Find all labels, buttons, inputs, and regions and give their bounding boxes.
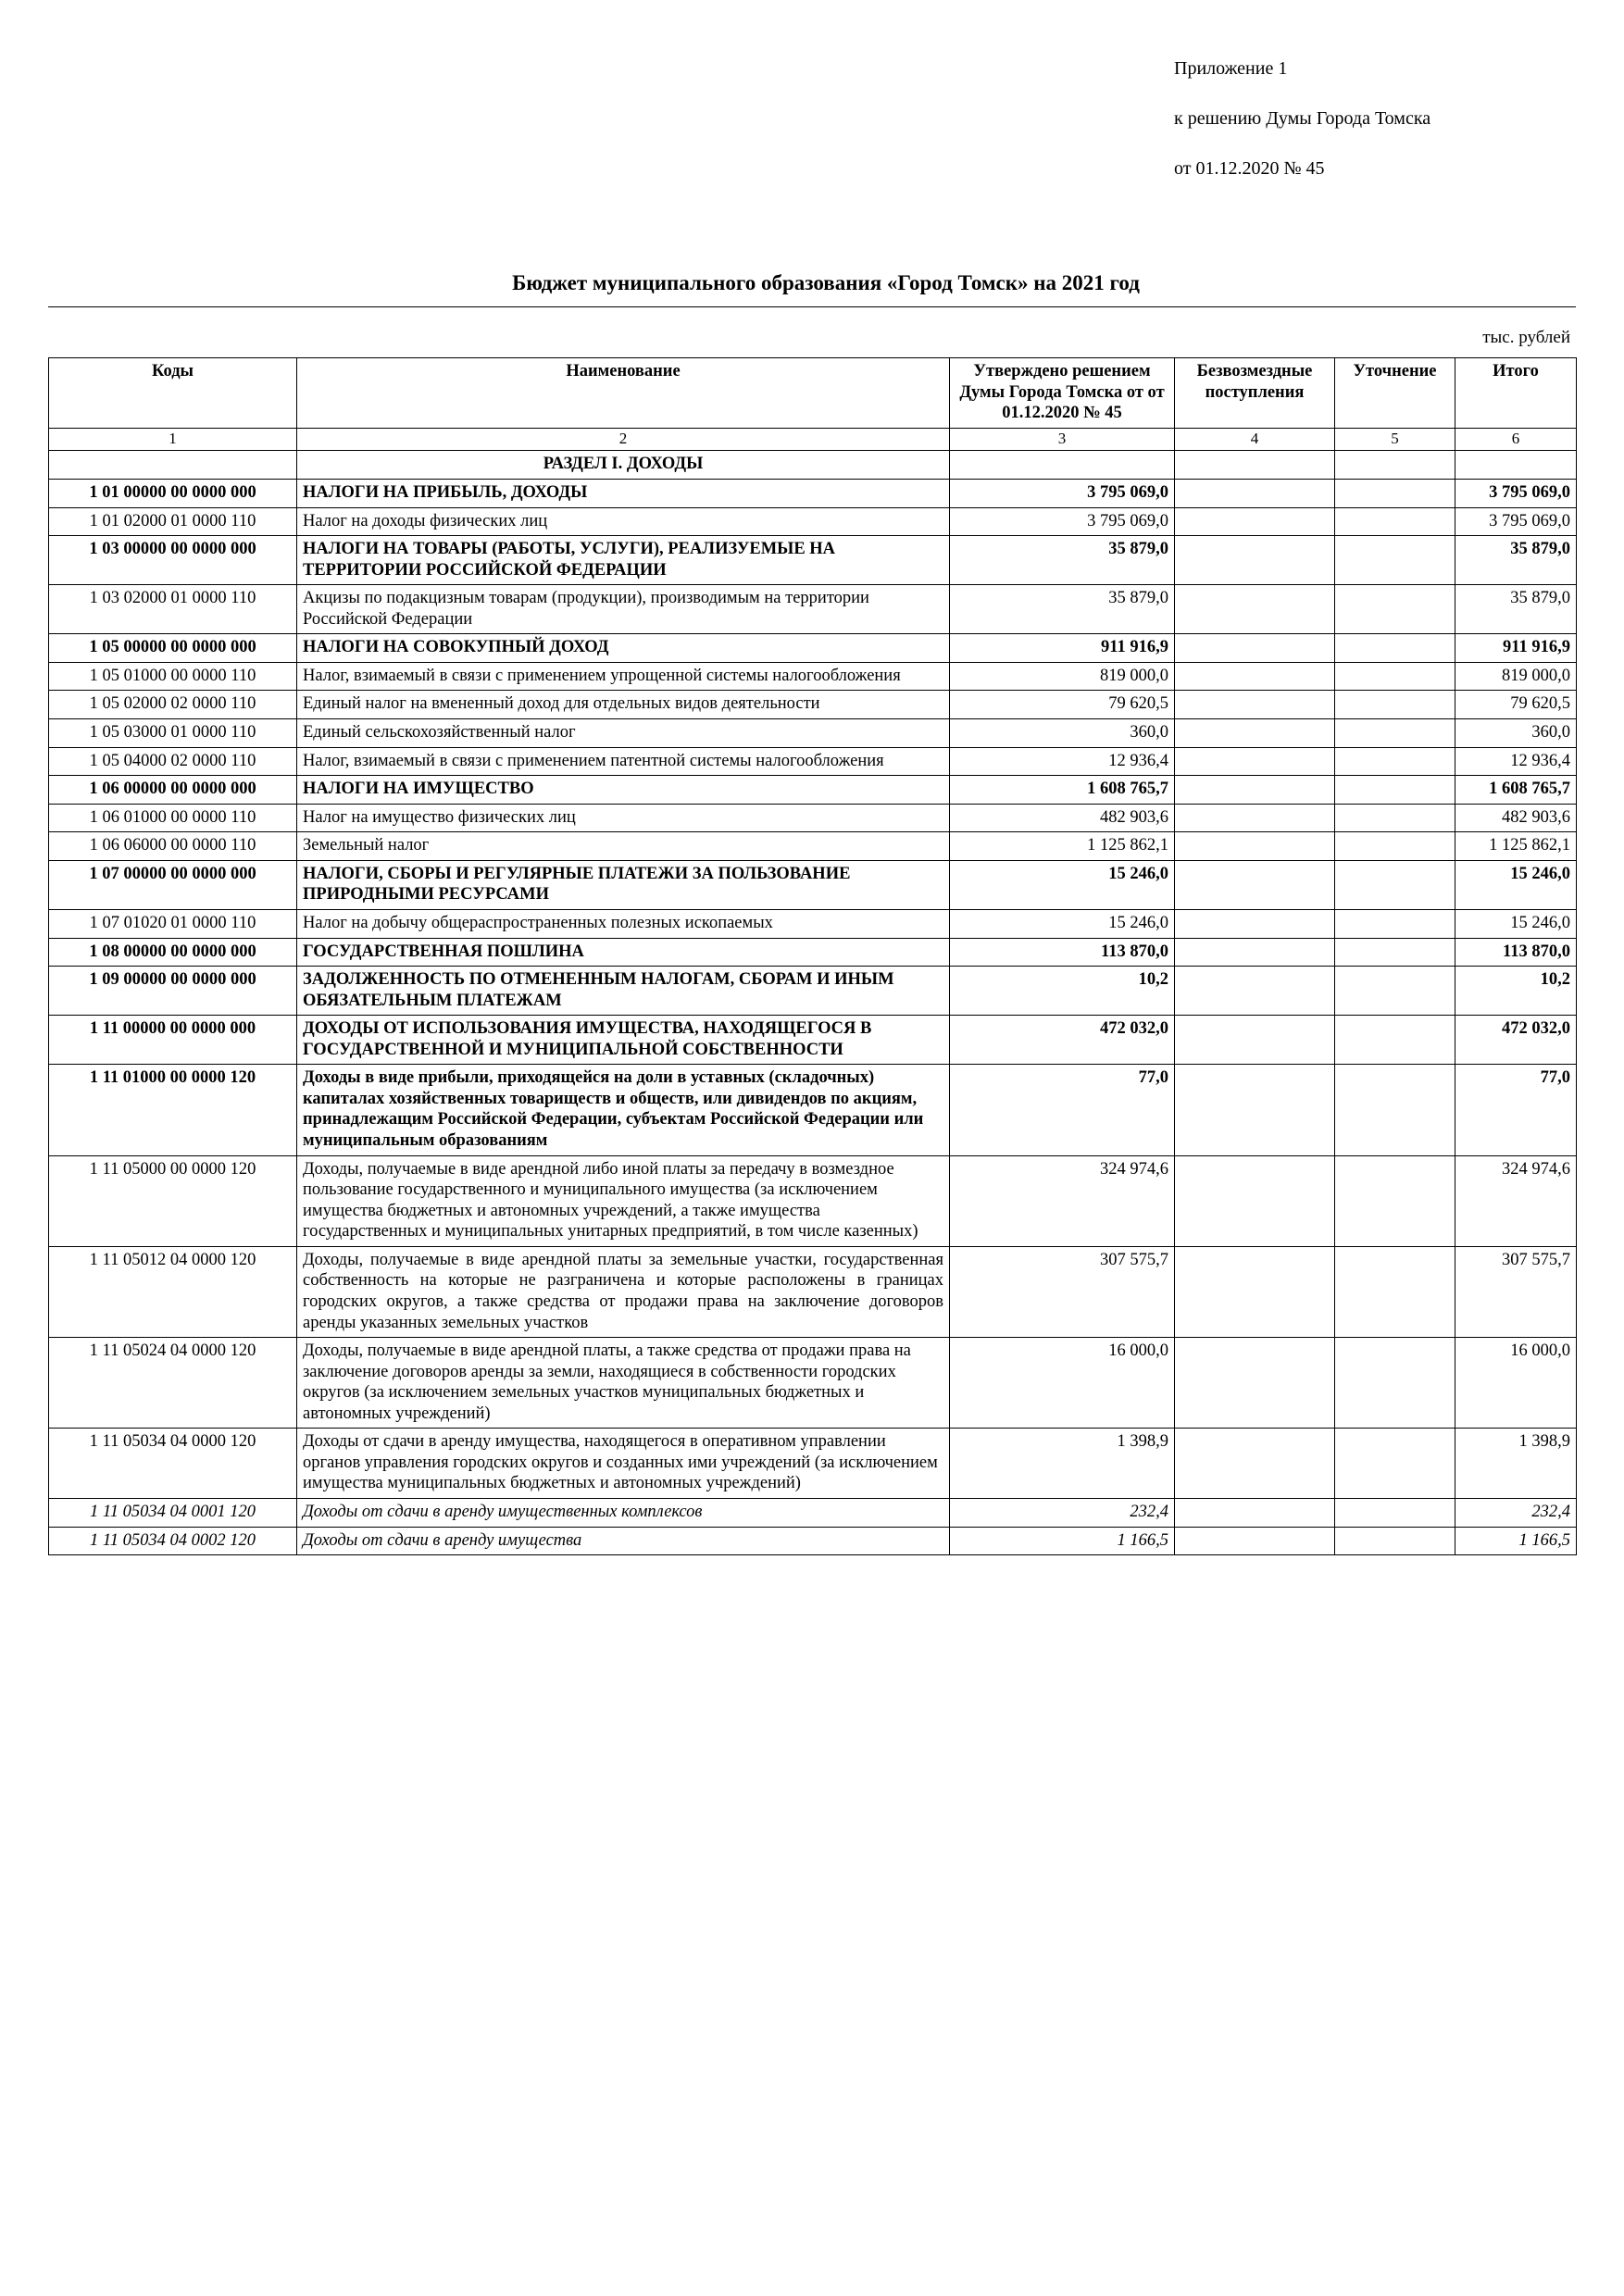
row-free (1175, 507, 1335, 536)
row-name: Налог, взимаемый в связи с применением патентной системы налогообложения (297, 747, 950, 776)
row-free (1175, 719, 1335, 748)
row-code: 1 11 05034 04 0002 120 (49, 1527, 297, 1555)
row-total: 16 000,0 (1455, 1338, 1577, 1429)
row-code: 1 07 01020 01 0000 110 (49, 909, 297, 938)
row-code: 1 06 01000 00 0000 110 (49, 804, 297, 832)
row-approved: 77,0 (950, 1065, 1175, 1155)
table-row (49, 860, 1577, 909)
row-code: 1 05 01000 00 0000 110 (49, 662, 297, 691)
row-approved: 307 575,7 (950, 1246, 1175, 1337)
row-total: 232,4 (1455, 1499, 1577, 1528)
row-free (1175, 938, 1335, 967)
row-adjust (1335, 662, 1455, 691)
row-adjust (1335, 1338, 1455, 1429)
row-approved: 79 620,5 (950, 691, 1175, 719)
row-name: Доходы, получаемые в виде арендной либо иной платы за передачу в возмездное пользование государственного и муниципального имущества (за исключением имущества бюджетных и автономных учреждений, а также имущества государственных и муниципальных унитарных предприятий, в том числе казенных) (297, 1155, 950, 1246)
row-free (1175, 536, 1335, 585)
section-title: РАЗДЕЛ I. ДОХОДЫ (297, 451, 950, 480)
row-adjust (1335, 909, 1455, 938)
col-header-adjust: Уточнение (1335, 358, 1455, 429)
units-label: тыс. рублей (1482, 328, 1570, 347)
row-total: 77,0 (1455, 1065, 1577, 1155)
row-approved: 113 870,0 (950, 938, 1175, 967)
row-free (1175, 691, 1335, 719)
row-free (1175, 1338, 1335, 1429)
row-name: ГОСУДАРСТВЕННАЯ ПОШЛИНА (297, 938, 950, 967)
row-code: 1 01 00000 00 0000 000 (49, 479, 297, 507)
row-approved: 911 916,9 (950, 634, 1175, 663)
row-total: 113 870,0 (1455, 938, 1577, 967)
row-name: НАЛОГИ НА ПРИБЫЛЬ, ДОХОДЫ (297, 479, 950, 507)
row-approved: 472 032,0 (950, 1016, 1175, 1065)
table-row (49, 967, 1577, 1016)
row-free (1175, 832, 1335, 861)
row-approved: 15 246,0 (950, 909, 1175, 938)
row-adjust (1335, 832, 1455, 861)
header-line-2: к решению Думы Города Томска (1174, 108, 1431, 129)
row-free (1175, 967, 1335, 1016)
row-total: 10,2 (1455, 967, 1577, 1016)
row-total: 15 246,0 (1455, 909, 1577, 938)
row-adjust (1335, 1527, 1455, 1555)
section-title-row (49, 451, 1577, 480)
col-header-code: Коды (49, 358, 297, 429)
row-approved: 1 166,5 (950, 1527, 1175, 1555)
section-spacer-approved (950, 451, 1175, 480)
row-free (1175, 479, 1335, 507)
row-approved: 482 903,6 (950, 804, 1175, 832)
row-total: 3 795 069,0 (1455, 479, 1577, 507)
row-code: 1 05 02000 02 0000 110 (49, 691, 297, 719)
row-adjust (1335, 967, 1455, 1016)
row-adjust (1335, 1065, 1455, 1155)
row-free (1175, 804, 1335, 832)
row-free (1175, 1065, 1335, 1155)
row-total: 911 916,9 (1455, 634, 1577, 663)
row-adjust (1335, 1499, 1455, 1528)
row-free (1175, 747, 1335, 776)
row-approved: 324 974,6 (950, 1155, 1175, 1246)
row-name: ДОХОДЫ ОТ ИСПОЛЬЗОВАНИЯ ИМУЩЕСТВА, НАХОДЯЩЕГОСЯ В ГОСУДАРСТВЕННОЙ И МУНИЦИПАЛЬНОЙ СОБСТВЕННОСТИ (297, 1016, 950, 1065)
table-row (49, 691, 1577, 719)
row-adjust (1335, 634, 1455, 663)
row-code: 1 05 03000 01 0000 110 (49, 719, 297, 748)
table-row (49, 1016, 1577, 1065)
section-spacer-total (1455, 451, 1577, 480)
row-name: ЗАДОЛЖЕННОСТЬ ПО ОТМЕНЕННЫМ НАЛОГАМ, СБОРАМ И ИНЫМ ОБЯЗАТЕЛЬНЫМ ПЛАТЕЖАМ (297, 967, 950, 1016)
col-header-approved: Утверждено решением Думы Города Томска от от 01.12.2020 № 45 (950, 358, 1175, 429)
row-approved: 12 936,4 (950, 747, 1175, 776)
row-code: 1 11 05034 04 0000 120 (49, 1429, 297, 1499)
table-colnum-row (49, 428, 1577, 451)
section-spacer-free (1175, 451, 1335, 480)
row-name: Налог, взимаемый в связи с применением упрощенной системы налогообложения (297, 662, 950, 691)
row-name: Доходы от сдачи в аренду имущества, находящегося в оперативном управлении органов управления городских округов и созданных ими учреждений (за исключением имущества муниципальных бюджетных и автономных учреждений) (297, 1429, 950, 1499)
col-header-name: Наименование (297, 358, 950, 429)
row-name: Налог на имущество физических лиц (297, 804, 950, 832)
row-name: НАЛОГИ, СБОРЫ И РЕГУЛЯРНЫЕ ПЛАТЕЖИ ЗА ПОЛЬЗОВАНИЕ ПРИРОДНЫМИ РЕСУРСАМИ (297, 860, 950, 909)
row-adjust (1335, 1016, 1455, 1065)
row-free (1175, 1016, 1335, 1065)
row-code: 1 06 06000 00 0000 110 (49, 832, 297, 861)
table-row (49, 1338, 1577, 1429)
row-code: 1 01 02000 01 0000 110 (49, 507, 297, 536)
row-name: Доходы от сдачи в аренду имущества (297, 1527, 950, 1555)
row-code: 1 05 00000 00 0000 000 (49, 634, 297, 663)
row-approved: 16 000,0 (950, 1338, 1175, 1429)
row-name: Налог на добычу общераспространенных полезных ископаемых (297, 909, 950, 938)
row-name: Налог на доходы физических лиц (297, 507, 950, 536)
header-line-3: от 01.12.2020 № 45 (1174, 158, 1325, 179)
row-total: 1 166,5 (1455, 1527, 1577, 1555)
row-free (1175, 585, 1335, 634)
section-spacer-adjust (1335, 451, 1455, 480)
row-free (1175, 634, 1335, 663)
row-name: Доходы, получаемые в виде арендной платы, а также средства от продажи права на заключение договоров аренды за земли, находящиеся в собственности городских округов (за исключением земельных участков муниципальных бюджетных и автономных учреждений) (297, 1338, 950, 1429)
row-free (1175, 1246, 1335, 1337)
row-approved: 35 879,0 (950, 585, 1175, 634)
row-free (1175, 776, 1335, 805)
row-code: 1 11 00000 00 0000 000 (49, 1016, 297, 1065)
colnum-4: 4 (1175, 428, 1335, 451)
table-row (49, 1499, 1577, 1528)
table-row (49, 938, 1577, 967)
row-total: 12 936,4 (1455, 747, 1577, 776)
table-row (49, 479, 1577, 507)
row-free (1175, 1499, 1335, 1528)
table-row (49, 1246, 1577, 1337)
table-row (49, 536, 1577, 585)
row-name: Акцизы по подакцизным товарам (продукции), производимым на территории Российской Федерации (297, 585, 950, 634)
row-adjust (1335, 691, 1455, 719)
document-header (1174, 31, 1576, 206)
row-adjust (1335, 860, 1455, 909)
row-free (1175, 1429, 1335, 1499)
row-free (1175, 909, 1335, 938)
row-free (1175, 1155, 1335, 1246)
row-total: 35 879,0 (1455, 536, 1577, 585)
row-approved: 360,0 (950, 719, 1175, 748)
row-code: 1 09 00000 00 0000 000 (49, 967, 297, 1016)
table-row (49, 507, 1577, 536)
row-code: 1 03 02000 01 0000 110 (49, 585, 297, 634)
row-total: 472 032,0 (1455, 1016, 1577, 1065)
table-row (49, 832, 1577, 861)
row-name: Доходы, получаемые в виде арендной платы за земельные участки, государственная собственность на которые не разграничена и которые расположены в границах городских округов, а также средства от продажи права на заключение договоров аренды указанных земельных участков (297, 1246, 950, 1337)
row-adjust (1335, 719, 1455, 748)
row-name: НАЛОГИ НА ТОВАРЫ (РАБОТЫ, УСЛУГИ), РЕАЛИЗУЕМЫЕ НА ТЕРРИТОРИИ РОССИЙСКОЙ ФЕДЕРАЦИИ (297, 536, 950, 585)
row-approved: 1 398,9 (950, 1429, 1175, 1499)
row-code: 1 03 00000 00 0000 000 (49, 536, 297, 585)
table-row (49, 585, 1577, 634)
row-approved: 15 246,0 (950, 860, 1175, 909)
header-line-1: Приложение 1 (1174, 58, 1288, 79)
row-approved: 1 125 862,1 (950, 832, 1175, 861)
row-total: 819 000,0 (1455, 662, 1577, 691)
row-approved: 3 795 069,0 (950, 479, 1175, 507)
row-code: 1 08 00000 00 0000 000 (49, 938, 297, 967)
row-name: Единый налог на вмененный доход для отдельных видов деятельности (297, 691, 950, 719)
row-free (1175, 662, 1335, 691)
colnum-3: 3 (950, 428, 1175, 451)
row-code: 1 05 04000 02 0000 110 (49, 747, 297, 776)
colnum-5: 5 (1335, 428, 1455, 451)
row-adjust (1335, 585, 1455, 634)
row-total: 482 903,6 (1455, 804, 1577, 832)
row-approved: 819 000,0 (950, 662, 1175, 691)
table-row (49, 1065, 1577, 1155)
row-code: 1 06 00000 00 0000 000 (49, 776, 297, 805)
section-spacer-left (49, 451, 297, 480)
row-name: Единый сельскохозяйственный налог (297, 719, 950, 748)
row-adjust (1335, 747, 1455, 776)
table-row (49, 1429, 1577, 1499)
row-name: Доходы в виде прибыли, приходящейся на доли в уставных (складочных) капиталах хозяйственных товариществ и обществ, или дивидендов по акциям, принадлежащим Российской Федерации, субъектам Российской Федерации или муниципальным образованиям (297, 1065, 950, 1155)
colnum-2: 2 (297, 428, 950, 451)
col-header-total: Итого (1455, 358, 1577, 429)
row-total: 15 246,0 (1455, 860, 1577, 909)
row-adjust (1335, 776, 1455, 805)
page-title: Бюджет муниципального образования «Город Томск» на 2021 год (512, 271, 1140, 294)
row-name: Доходы от сдачи в аренду имущественных комплексов (297, 1499, 950, 1528)
row-approved: 10,2 (950, 967, 1175, 1016)
row-free (1175, 1527, 1335, 1555)
table-body (49, 451, 1577, 1555)
title-divider (48, 306, 1576, 307)
row-total: 324 974,6 (1455, 1155, 1577, 1246)
row-code: 1 11 01000 00 0000 120 (49, 1065, 297, 1155)
row-name: НАЛОГИ НА ИМУЩЕСТВО (297, 776, 950, 805)
colnum-1: 1 (49, 428, 297, 451)
row-total: 1 398,9 (1455, 1429, 1577, 1499)
table-row (49, 909, 1577, 938)
row-total: 1 125 862,1 (1455, 832, 1577, 861)
table-header (49, 358, 1577, 451)
table-row (49, 634, 1577, 663)
col-header-free: Безвозмездные поступления (1175, 358, 1335, 429)
row-free (1175, 860, 1335, 909)
row-adjust (1335, 1429, 1455, 1499)
row-adjust (1335, 938, 1455, 967)
row-adjust (1335, 1246, 1455, 1337)
colnum-6: 6 (1455, 428, 1577, 451)
row-code: 1 11 05034 04 0001 120 (49, 1499, 297, 1528)
row-total: 3 795 069,0 (1455, 507, 1577, 536)
row-total: 1 608 765,7 (1455, 776, 1577, 805)
row-total: 307 575,7 (1455, 1246, 1577, 1337)
table-row (49, 804, 1577, 832)
row-total: 360,0 (1455, 719, 1577, 748)
row-adjust (1335, 804, 1455, 832)
budget-table (48, 357, 1577, 1555)
row-adjust (1335, 479, 1455, 507)
table-row (49, 662, 1577, 691)
row-code: 1 07 00000 00 0000 000 (49, 860, 297, 909)
row-approved: 3 795 069,0 (950, 507, 1175, 536)
table-row (49, 1527, 1577, 1555)
table-row (49, 776, 1577, 805)
row-total: 35 879,0 (1455, 585, 1577, 634)
row-code: 1 11 05012 04 0000 120 (49, 1246, 297, 1337)
row-name: Земельный налог (297, 832, 950, 861)
row-adjust (1335, 536, 1455, 585)
table-row (49, 1155, 1577, 1246)
row-adjust (1335, 1155, 1455, 1246)
row-code: 1 11 05024 04 0000 120 (49, 1338, 297, 1429)
table-row (49, 747, 1577, 776)
row-adjust (1335, 507, 1455, 536)
row-code: 1 11 05000 00 0000 120 (49, 1155, 297, 1246)
table-row (49, 719, 1577, 748)
row-approved: 35 879,0 (950, 536, 1175, 585)
table-header-row (49, 358, 1577, 429)
row-name: НАЛОГИ НА СОВОКУПНЫЙ ДОХОД (297, 634, 950, 663)
row-approved: 1 608 765,7 (950, 776, 1175, 805)
row-total: 79 620,5 (1455, 691, 1577, 719)
row-approved: 232,4 (950, 1499, 1175, 1528)
